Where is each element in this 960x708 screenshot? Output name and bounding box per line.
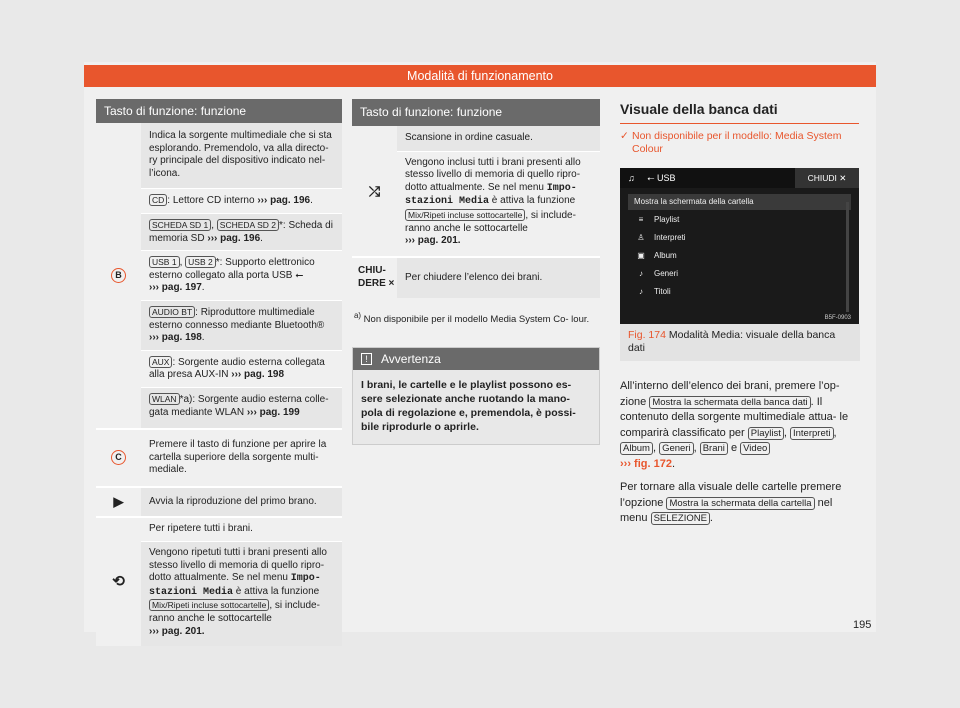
bt-row: AUDIO BT : Riproduttore multimediale esterno connesso mediante Bluetooth® ››› pag. 198. [141, 300, 342, 350]
availability-note: ✓ Non disponibile per il modello: Media System Colour [620, 130, 842, 155]
figure-caption: Fig. 174 Modalità Media: visuale della banca dati [620, 324, 860, 361]
page-header: Modalità di funzionamento [84, 65, 876, 87]
left-column [96, 99, 342, 646]
sd-row: SCHEDA SD 1 , SCHEDA SD 2 *: Scheda di memoria SD ››› pag. 196. [141, 213, 342, 250]
screen-item-genres[interactable]: ♪ Generi [628, 266, 851, 282]
usb-icon: ⭠ [295, 269, 304, 281]
right-column [620, 101, 860, 527]
function-table-right [352, 126, 600, 298]
table-header-2: Tasto di funzione: funzione [352, 99, 600, 126]
shuffle-detail: Vengono inclusi tutti i brani presenti allo stesso livello di memoria di quello ripro- dotto attualmente. Se nel menu Impo- stazioni Media è attiva la funzione Mix/Ripeti incluse sottocartelle , si include- ranno anche le sottocartelle ››› pag. 201. [397, 151, 600, 257]
screen-item-titles[interactable]: ♪ Titoli [628, 284, 851, 300]
paragraph-2: Per tornare alla visuale delle cartelle premere l’opzione Mostra la schermata della cartella nel menu SELEZIONE . [620, 481, 842, 524]
screen-topbar: ♫ ⭠ USB CHIUDI ✕ [620, 168, 859, 188]
screen-item-album[interactable]: ▣ Album [628, 248, 851, 264]
cd-button: CD [149, 194, 167, 206]
c-description: Premere il tasto di funzione per aprire la cartella superiore della sorgente multi- mediale. [141, 429, 342, 487]
paragraph-1: All’interno dell’elenco dei brani, premere l’op- zione Mostra la schermata della banca dati . Il contenuto della sorgente multimediale attua- le comparirà classificato per Playlist , Interpreti , Album , Generi , Brani e Video ››› fig. 172. [620, 380, 849, 470]
b-description: Indica la sorgente multimediale che si sta esplorando. Premendolo, va alla directo- ry principale del dispositivo indicato nel- l’icona. [141, 123, 342, 189]
page-number: 195 [853, 619, 872, 631]
warning-box [352, 347, 600, 445]
play-icon: ▶ [96, 487, 141, 518]
check-icon: ✓ [620, 130, 629, 142]
guitar-icon: ♪ [639, 269, 643, 278]
middle-column [352, 99, 600, 445]
warning-icon: ! [361, 353, 372, 365]
figure-code: B5F-0903 [824, 315, 851, 321]
repeat-detail: Vengono ripetuti tutti i brani presenti allo stesso livello di memoria di quello ripro- dotto attualmente. Se nel menu Impo- stazioni Media è attiva la funzione Mix/Ripeti incluse sottocartelle , si include- ranno anche le sottocartelle ››› pag. 201. [141, 542, 342, 647]
table-header: Tasto di funzione: funzione [96, 99, 342, 123]
wlan-row: WLAN *a): Sorgente audio esterna colle- gata mediante WLAN ››› pag. 199 [141, 387, 342, 429]
screen-folder-view-item[interactable]: Mostra la schermata della cartella [628, 194, 851, 210]
key-b: B [96, 123, 141, 429]
shuffle-icon: ⤮ [352, 126, 397, 257]
screen-item-artists[interactable]: ♙ Interpreti [628, 230, 851, 246]
artist-icon: ♙ [637, 233, 645, 242]
aux-row: AUX : Sorgente audio esterna collegata alla presa AUX-IN ››› pag. 198 [141, 350, 342, 387]
warning-body: I brani, le cartelle e le playlist possono es- sere selezionate anche ruotando la mano- pola di regolazione e, premendola, è possi- bile riprodurle o aprirle. [361, 378, 576, 433]
cd-row: CD : Lettore CD interno ››› pag. 196. [141, 189, 342, 214]
warning-header: ! Avvertenza [353, 348, 599, 370]
music-note-icon: ♫ [628, 173, 635, 183]
section-title: Visuale della banca dati [620, 101, 859, 124]
note-icon: ♪ [639, 287, 643, 296]
media-screen-figure [620, 168, 859, 324]
close-description: Per chiudere l’elenco dei brani. [397, 257, 600, 299]
repeat-icon: ⟲ [96, 517, 141, 646]
shuffle-description: Scansione in ordine casuale. [397, 126, 600, 151]
usb-icon: ⭠ [647, 173, 655, 183]
function-table-left [96, 123, 342, 646]
playlist-icon: ≡ [638, 215, 644, 224]
screen-close-button[interactable]: CHIUDI ✕ [795, 168, 859, 188]
usb-row: USB 1 , USB 2 *: Supporto elettronico esterno collegato alla porta USB ⭠ ››› pag. 197. [141, 251, 342, 301]
screen-scrollbar[interactable] [846, 202, 849, 312]
play-description: Avvia la riproduzione del primo brano. [141, 487, 342, 518]
repeat-description: Per ripetere tutti i brani. [141, 517, 342, 541]
key-c: C [96, 429, 141, 487]
close-key: CHIU- DERE × [352, 257, 397, 299]
footnote: $^{a)}$ Non disponibile per il modello Media System Co- lour. [354, 311, 590, 326]
album-icon: ▣ [637, 251, 645, 260]
screen-item-playlist[interactable]: ≡ Playlist [628, 212, 851, 228]
